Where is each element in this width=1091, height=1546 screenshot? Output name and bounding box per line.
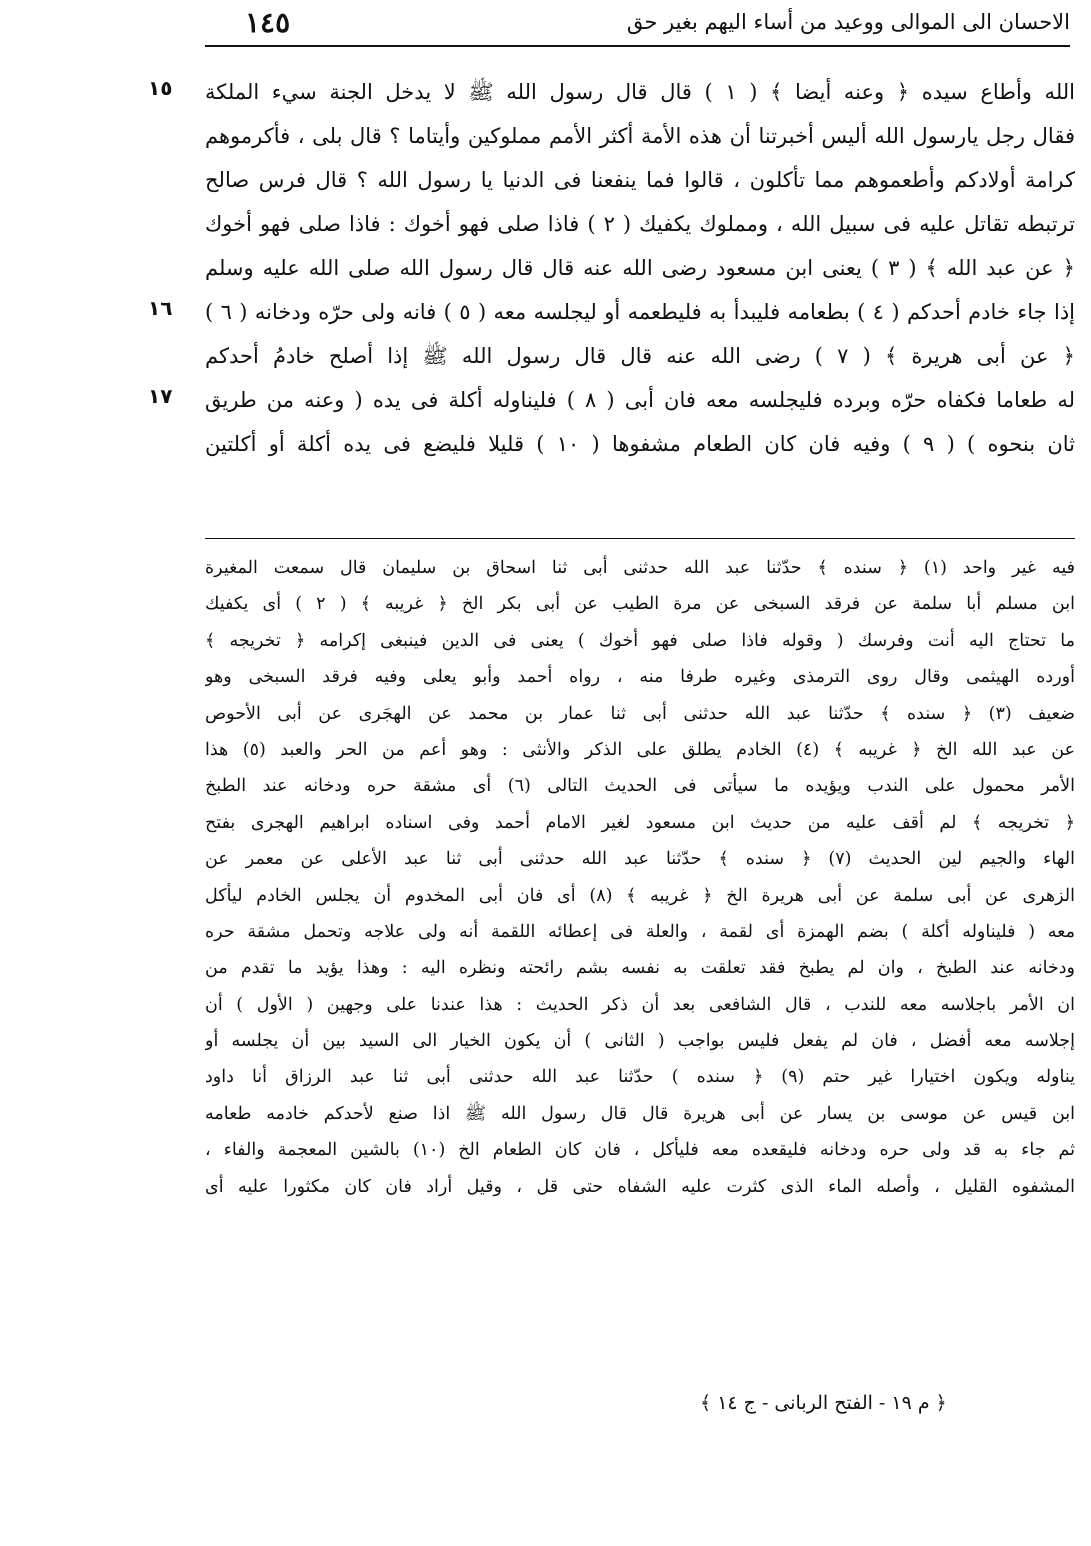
note-line: الهاء والجيم لين الحديث (٧) ﴿ سنده ﴾ حدّثنا عبد الله حدثنى أبى ثنا عبد الأعلى عن معمر عن	[205, 849, 1075, 870]
note-line: الأمر محمول على الندب ويؤيده ما سيأتى فى الحديث التالى (٦) أى مشقة حره ودخانه عند الطبخ	[205, 776, 1075, 797]
footer-signature: ﴿ م ١٩ - الفتح الربانى - ج ١٤ ﴾	[700, 1392, 947, 1414]
note-line: المشفوه القليل ، وأصله الماء الذى كثرت عليه الشفاه حتى قل ، وقيل أراد فان كان مكثورا عليه أى	[205, 1176, 1075, 1197]
text-line: ثان بنحوه ) ( ٩ ) وفيه فان كان الطعام مشفوها ( ١٠ ) قليلا فليضع فى يده أكلة أو أكلتين	[205, 432, 1075, 456]
note-line: ابن مسلم أبا سلمة عن فرقد السبخى عن مرة الطيب عن أبى بكر الخ ﴿ غريبه ﴾ ( ٢ ) أى يكفيك	[205, 594, 1075, 615]
note-line: ضعيف (٣) ﴿ سنده ﴾ حدّثنا عبد الله حدثنى أبى ثنا عمار بن محمد عن الهجَرى عن أبى الأحوص	[205, 703, 1075, 724]
text-line: له طعاما فكفاه حرّه وبرده فليجلسه معه فان أبى ( ٨ ) فليناوله أكلة فى يده ( وعنه من طريق	[205, 388, 1075, 412]
running-title: الاحسان الى الموالى ووعيد من أساء اليهم بغير حق	[626, 10, 1070, 34]
note-line: ﴿ تخريجه ﴾ لم أقف عليه من حديث ابن مسعود لغير الامام أحمد وفى اسناده ابراهيم الهجرى بفتح	[205, 812, 1075, 833]
text-line: ﴿ عن عبد الله ﴾ ( ٣ ) يعنى ابن مسعود رضى الله عنه قال قال رسول الله صلى الله عليه وسلم	[205, 256, 1075, 280]
note-line: ما تحتاج اليه أنت وفرسك ( وقوله فاذا صلى فهو أخوك ) يعنى فى الدين فينبغى إكرامه ﴿ تخريجه ﴾	[205, 630, 1075, 651]
note-line: ودخانه عند الطبخ ، وان لم يطبخ فقد تعلقت به نفسه بشم رائحته ونظره اليه : وهذا يؤيد ما تقدم من	[205, 958, 1075, 979]
hadith-number: ١٧	[148, 384, 173, 408]
text-line: ﴿ عن أبى هريرة ﴾ ( ٧ ) رضى الله عنه قال قال رسول الله ﷺ إذا أصلح خادمُ أحدكم	[205, 344, 1075, 368]
note-line: عن عبد الله الخ ﴿ غريبه ﴾ (٤) الخادم يطلق على الذكر والأنثى : وهو أعم من الحر والعبد (٥) هذا	[205, 739, 1075, 760]
note-line: ثم جاء به قد ولى حره ودخانه فليقعده معه فليأكل ، فان كان الطعام الخ (١٠) بالشين المعجمة والفاء ،	[205, 1140, 1075, 1161]
text-line: كرامة أولادكم وأطعموهم مما تأكلون ، قالوا فما ينفعنا فى الدنيا يا رسول الله ؟ قال فرس صالح	[205, 168, 1075, 192]
hadith-number: ١٦	[148, 296, 173, 320]
page-number: ١٤٥	[245, 6, 291, 39]
hadith-number: ١٥	[148, 76, 173, 100]
note-line: ابن قيس عن موسى بن يسار عن أبى هريرة قال قال رسول الله ﷺ اذا صنع لأحدكم خادمه طعامه	[205, 1103, 1075, 1124]
footnotes	[205, 550, 1075, 1205]
text-line: إذا جاء خادم أحدكم ( ٤ ) بطعامه فليبدأ به فليطعمه أو ليجلسه معه ( ٥ ) فانه ولى حرّه ودخانه ( ٦ )	[205, 300, 1075, 324]
note-line: الزهرى عن أبى سلمة عن أبى هريرة الخ ﴿ غريبه ﴾ (٨) أى فان أبى المخدوم أن يجلس الخادم ليأكل	[205, 885, 1075, 906]
note-line: إجلاسه معه أفضل ، فان لم يفعل فليس بواجب ( الثانى ) أن يكون الخيار الى السيد بين أن يجلسه أو	[205, 1031, 1075, 1052]
page-header	[205, 4, 1070, 42]
note-line: معه ( فليناوله أكلة ) بضم الهمزة أى لقمة ، والعلة فى إعطائه اللقمة أنه ولى علاجه وتحمل مشقة حره	[205, 921, 1075, 942]
footnote-rule	[205, 538, 1075, 539]
note-line: فيه غير واحد (١) ﴿ سنده ﴾ حدّثنا عبد الله حدثنى أبى ثنا اسحاق بن سليمان قال سمعت المغيرة	[205, 558, 1075, 578]
text-line: ترتبطه تقاتل عليه فى سبيل الله ، ومملوك يكفيك ( ٢ ) فاذا صلى فهو أخوك : فاذا صلى فهو أخوك	[205, 212, 1075, 236]
header-rule	[205, 45, 1070, 47]
main-text	[205, 70, 1075, 466]
note-line: أورده الهيثمى وقال روى الترمذى وغيره طرفا منه ، رواه أحمد وأبو يعلى وفيه فرقد السبخى وهو	[205, 667, 1075, 688]
note-line: يناوله ويكون اختيارا غير حتم (٩) ﴿ سنده ) حدّثنا عبد الله حدثنى أبى ثنا عبد الرزاق أنا داود	[205, 1067, 1075, 1088]
note-line: ان الأمر باجلاسه معه للندب ، قال الشافعى بعد أن ذكر الحديث : هذا عندنا على وجهين ( الأول ) أن	[205, 994, 1075, 1015]
text-line: فقال رجل يارسول الله أليس أخبرتنا أن هذه الأمة أكثر الأمم مملوكين وأيتاما ؟ قال بلى ، فأكرموهم	[205, 124, 1075, 148]
text-line: الله وأطاع سيده ﴿ وعنه أيضا ﴾ ( ١ ) قال قال رسول الله ﷺ لا يدخل الجنة سيء الملكة	[205, 80, 1075, 104]
